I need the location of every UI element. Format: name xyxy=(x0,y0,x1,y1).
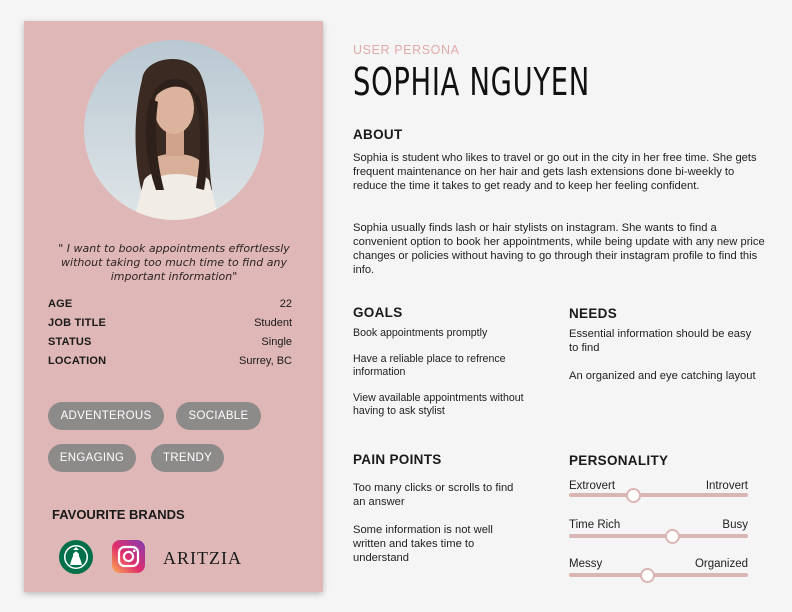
fact-row xyxy=(48,355,292,374)
fact-key: JOB TITLE xyxy=(48,317,107,329)
fact-value: Student xyxy=(254,317,292,329)
slider-right-label: Organized xyxy=(694,558,748,570)
personality-slider-thumb xyxy=(640,568,655,583)
goal-item: Book appointments promptly xyxy=(353,327,488,339)
fact-row xyxy=(48,317,292,336)
pain-points-title: PAIN POINTS xyxy=(353,452,442,467)
slider-left-label: Messy xyxy=(569,558,603,570)
about-paragraph-2: Sophia usually finds lash or hair stylists on instagram. She wants to find a convenient option to book her appointments, while being update with any new price changes or policies without having to go through their instagram profile to find this info. xyxy=(353,222,765,276)
about-paragraph-1: Sophia is student who likes to travel or go out in the city in her free time. She gets frequent maintenance on her hair and gets lash extensions done bi-weekly to reduce the time it takes to get ready and to keep her feeling confident. xyxy=(353,152,757,192)
persona-name: SOPHIA NGUYEN xyxy=(353,60,590,104)
starbucks-logo xyxy=(58,539,94,580)
trait-chip: ADVENTEROUS xyxy=(48,402,164,430)
goal-item: Have a reliable place to refrence information xyxy=(353,353,506,378)
goal-item: View available appointments without having to ask stylist xyxy=(353,392,524,417)
slider-left-label: Extrovert xyxy=(569,480,616,492)
instagram-logo xyxy=(112,540,145,578)
pain-point-item: Some information is not well written and takes time to understand xyxy=(353,524,493,564)
slider-right-label: Busy xyxy=(722,519,748,531)
personality-slider-track xyxy=(569,493,748,497)
slider-labels xyxy=(569,480,748,492)
slider-labels xyxy=(569,558,748,570)
trait-chip: ENGAGING xyxy=(48,444,136,472)
personality-slider-track xyxy=(569,534,748,538)
fact-value: 22 xyxy=(279,298,292,310)
slider-labels xyxy=(569,519,748,531)
personality-slider-thumb xyxy=(665,529,680,544)
fact-value: Surrey, BC xyxy=(239,355,292,367)
fact-key: STATUS xyxy=(48,336,92,348)
goals-title: GOALS xyxy=(353,305,403,320)
personality-title: PERSONALITY xyxy=(569,453,669,468)
persona-kicker: USER PERSONA xyxy=(353,43,460,57)
about-title: ABOUT xyxy=(353,127,403,142)
slider-right-label: Introvert xyxy=(705,480,748,492)
personality-slider-thumb xyxy=(626,488,641,503)
slider-left-label: Time Rich xyxy=(569,519,621,531)
persona-photo xyxy=(84,40,264,220)
trait-chip: SOCIABLE xyxy=(176,402,261,430)
aritzia-logo: ARITZIA xyxy=(163,548,242,568)
needs-title: NEEDS xyxy=(569,306,618,321)
brands-title: FAVOURITE BRANDS xyxy=(52,507,185,522)
fact-row xyxy=(48,298,292,317)
trait-chip: TRENDY xyxy=(151,444,224,472)
persona-facts xyxy=(48,298,292,374)
fact-key: LOCATION xyxy=(48,355,107,367)
fact-key: AGE xyxy=(48,298,73,310)
pain-point-item: Too many clicks or scrolls to find an answer xyxy=(353,482,514,508)
fact-value: Single xyxy=(261,336,292,348)
persona-quote: " I want to book appointments effortlessly without taking too much time to find any important information" xyxy=(58,242,290,283)
need-item: Essential information should be easy to find xyxy=(569,328,752,354)
fact-row xyxy=(48,336,292,355)
personality-slider-track xyxy=(569,573,748,577)
need-item: An organized and eye catching layout xyxy=(569,370,756,382)
